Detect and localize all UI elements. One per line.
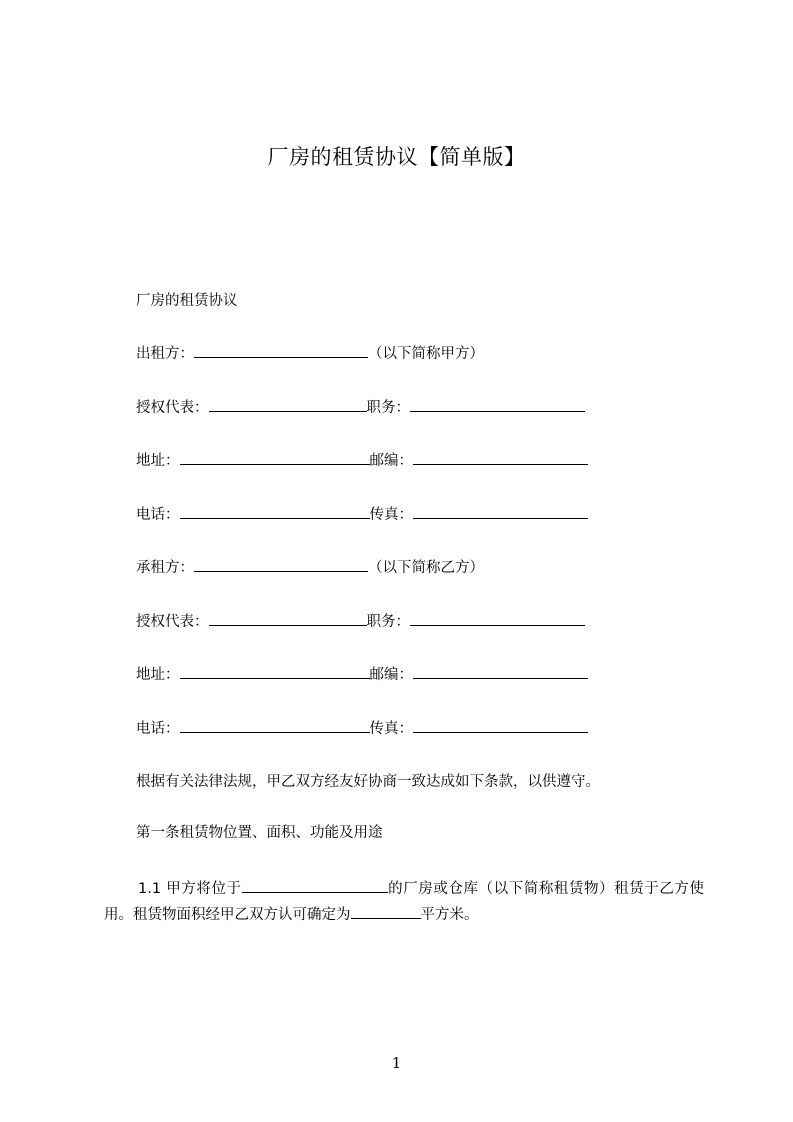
lessor-position-label: 职务：: [366, 400, 410, 416]
page-number: 1: [391, 1054, 402, 1072]
lessee-address-label: 地址：: [136, 667, 180, 683]
clause-1-1: [104, 876, 704, 928]
lessor-line: [136, 343, 484, 365]
lessee-address-line: [136, 664, 588, 686]
lessor-fax-blank[interactable]: [413, 504, 588, 519]
location-blank[interactable]: [242, 878, 388, 893]
agreement-subtitle: 厂房的租赁协议: [136, 293, 238, 309]
lessor-position-blank[interactable]: [410, 397, 585, 412]
document-title: 厂房的租赁协议【简单版】: [267, 145, 526, 169]
article-1-title: 第一条租赁物位置、面积、功能及用途: [136, 825, 383, 841]
lessor-phone-label: 电话：: [136, 507, 180, 523]
clause-1-1-part2: 的厂房或仓库（以下简称租赁物）租赁于乙方使用。租赁物面积经甲乙双方认可确定为: [104, 881, 704, 923]
lessee-label: 承租方：: [136, 560, 194, 576]
lessee-position-label: 职务：: [366, 614, 410, 630]
lessee-rep-line: [136, 611, 585, 633]
lessee-phone-label: 电话：: [136, 721, 180, 737]
lessor-phone-line: [136, 504, 588, 526]
lessee-line: [136, 557, 484, 579]
lessor-rep-label: 授权代表：: [136, 400, 209, 416]
lessee-phone-line: [136, 718, 588, 740]
lessor-postcode-blank[interactable]: [413, 450, 588, 465]
clause-1-1-part3: 平方米。: [420, 907, 479, 923]
area-blank[interactable]: [351, 904, 421, 919]
lessor-label: 出租方：: [136, 346, 194, 362]
lessor-rep-line: [136, 397, 585, 419]
lessee-position-blank[interactable]: [410, 611, 585, 626]
lessee-fax-blank[interactable]: [413, 718, 588, 733]
clause-1-1-part1: 1.1 甲方将位于: [138, 881, 242, 897]
lessor-address-line: [136, 450, 588, 472]
preamble-text: 根据有关法律法规，甲乙双方经友好协商一致达成如下条款，以供遵守。: [136, 774, 600, 790]
lessee-rep-label: 授权代表：: [136, 614, 209, 630]
lessee-postcode-blank[interactable]: [413, 664, 588, 679]
lessee-fax-label: 传真：: [369, 721, 413, 737]
lessor-name-blank[interactable]: [194, 343, 368, 358]
lessor-note: （以下简称甲方）: [368, 346, 484, 362]
lessee-name-blank[interactable]: [194, 557, 368, 572]
lessor-phone-blank[interactable]: [180, 504, 370, 519]
lessee-rep-blank[interactable]: [209, 611, 367, 626]
lessee-note: （以下简称乙方）: [368, 560, 484, 576]
lessee-phone-blank[interactable]: [180, 718, 370, 733]
lessor-postcode-label: 邮编：: [369, 453, 413, 469]
lessor-fax-label: 传真：: [369, 507, 413, 523]
lessee-postcode-label: 邮编：: [369, 667, 413, 683]
lessor-address-label: 地址：: [136, 453, 180, 469]
lessee-address-blank[interactable]: [180, 664, 370, 679]
lessor-rep-blank[interactable]: [209, 397, 367, 412]
lessor-address-blank[interactable]: [180, 450, 370, 465]
